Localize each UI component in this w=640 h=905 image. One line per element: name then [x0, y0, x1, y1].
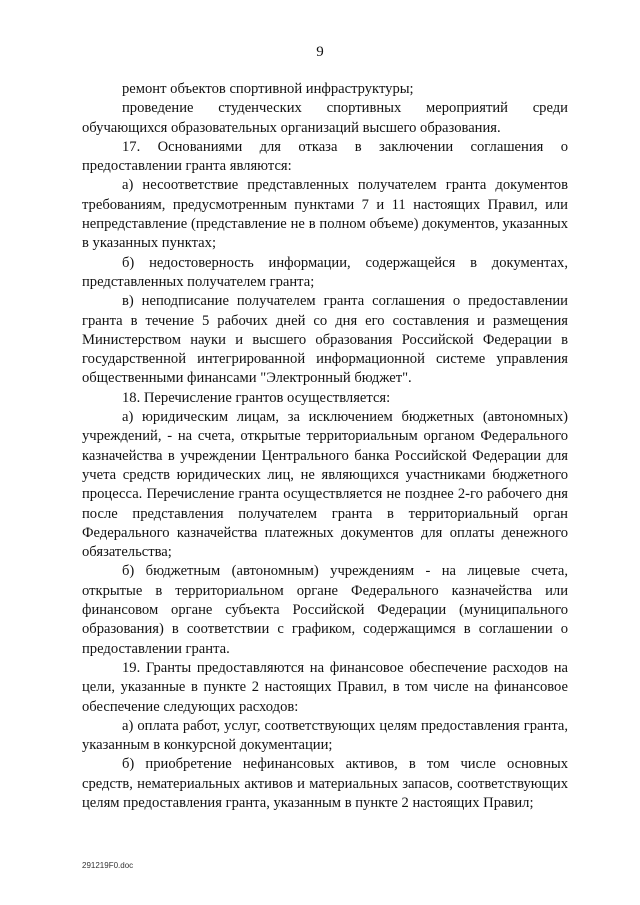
paragraph: 19. Гранты предоставляются на финансовое обеспечение расходов на цели, указанные в пункте 2 настоящих Правил, в том числе на финансовое обеспечение следующих расходов:	[82, 659, 568, 715]
paragraph: ремонт объектов спортивной инфраструктуры;	[122, 81, 414, 97]
paragraph: а) оплата работ, услуг, соответствующих целям предоставления гранта, указанным в конкурсной документации;	[82, 717, 568, 754]
page-number: 9	[316, 44, 324, 60]
paragraph: а) несоответствие представленных получателем гранта документов требованиям, предусмотренным пунктами 7 и 11 настоящих Правил, или непредставление (представление не в полном объеме) документов, указанных в указанных пунктах;	[82, 177, 568, 252]
paragraph: а) юридическим лицам, за исключением бюджетных (автономных) учреждений, - на счета, открытые территориальным органом Федерального казначейства в учреждении Центрального банка Российской Федерации для учета средств юридических лиц, не являющихся участниками бюджетного процесса. Перечисление гранта осуществляется не позднее 2-го рабочего дня после представления получателем гранта в территориальный орган Федерального казначейства платежных документов для оплаты денежного обязательства;	[82, 409, 568, 561]
paragraph: в) неподписание получателем гранта соглашения о предоставлении гранта в течение 5 рабочих дней со дня его составления и размещения Министерством науки и высшего образования Российской Федерации в государственной интегрированной информационной системе управления общественными финансами "Электронный бюджет".	[82, 293, 568, 387]
paragraph: 17. Основаниями для отказа в заключении соглашения о предоставлении гранта являются:	[82, 138, 568, 175]
document-filename: 291219F0.doc	[82, 861, 134, 870]
document-body	[82, 80, 568, 813]
paragraph: б) недостоверность информации, содержащейся в документах, представленных получателем гранта;	[82, 254, 568, 290]
paragraph: б) приобретение нефинансовых активов, в том числе основных средств, нематериальных активов и материальных запасов, соответствующих целям предоставления гранта, указанным в пункте 2 настоящих Правил;	[82, 756, 568, 811]
paragraph: б) бюджетным (автономным) учреждениям - на лицевые счета, открытые в территориальном органе Федерального казначейства или финансовом органе субъекта Российской Федерации (муниципального образования) в соответствии с графиком, содержащимся в соглашении о предоставлении гранта.	[82, 563, 568, 657]
paragraph: проведение студенческих спортивных мероприятий среди обучающихся образовательных организаций высшего образования.	[82, 100, 568, 136]
paragraph: 18. Перечисление грантов осуществляется:	[122, 389, 391, 406]
